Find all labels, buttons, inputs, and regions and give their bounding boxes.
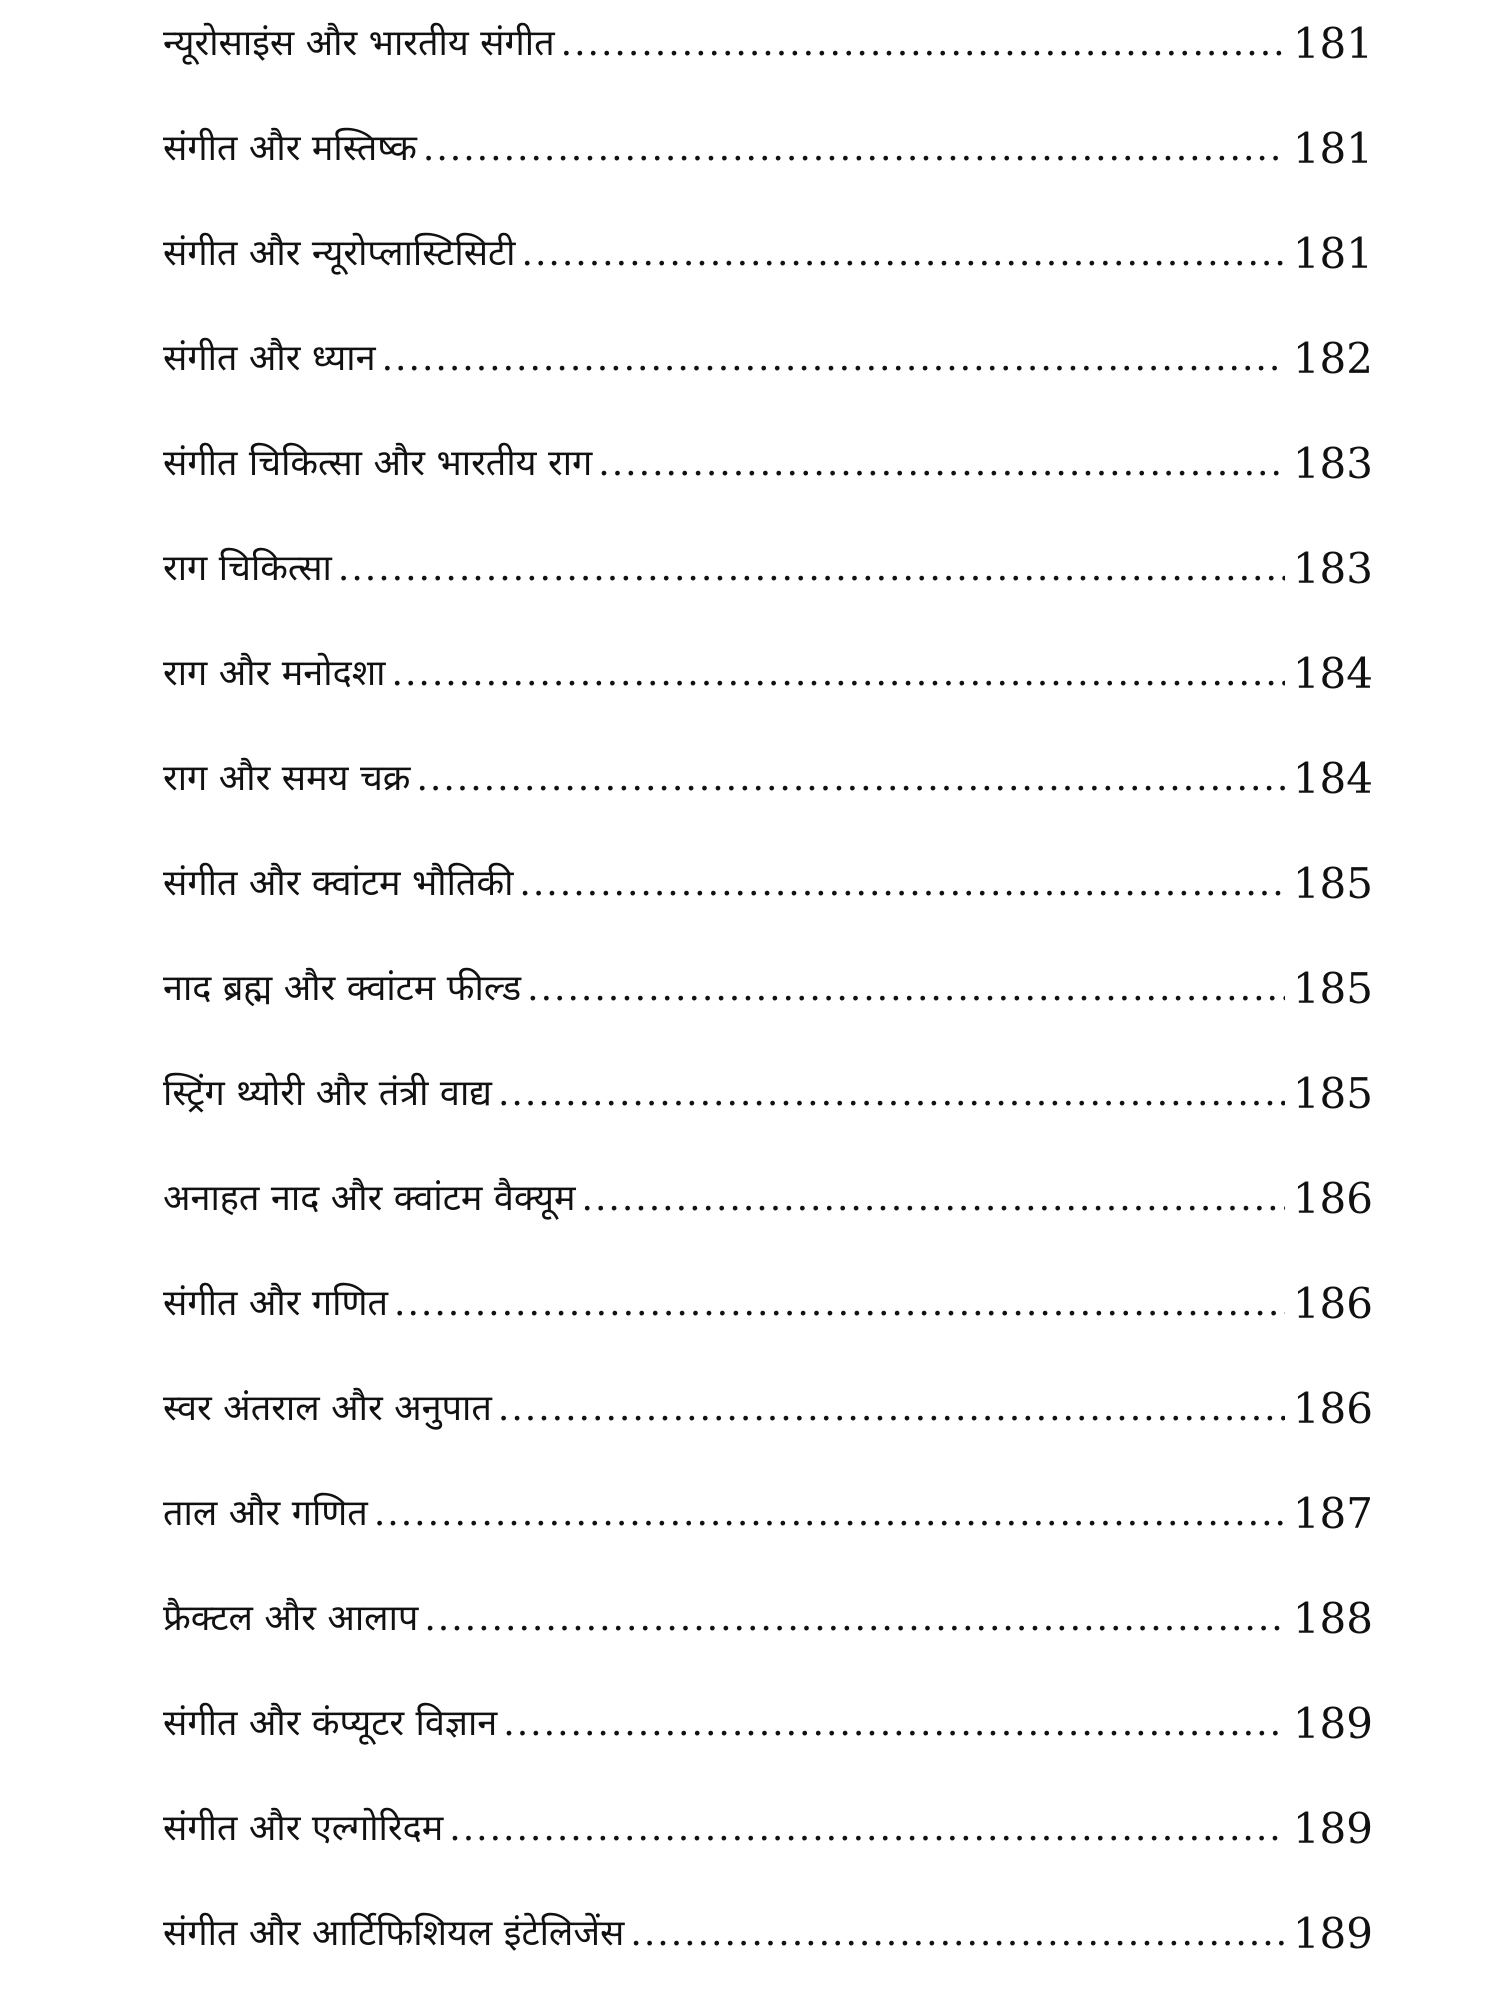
toc-page-number: 184	[1292, 754, 1373, 803]
toc-page-number: 181	[1292, 229, 1373, 278]
toc-entry	[163, 1268, 1373, 1340]
toc-entry	[163, 1058, 1373, 1130]
toc-dot-leader	[394, 1268, 1285, 1340]
toc-entry	[163, 533, 1373, 605]
toc-dot-leader	[416, 743, 1284, 815]
toc-entry-title: संगीत और आर्टिफिशियल इंटेलिजेंस	[163, 1913, 625, 1954]
toc-entry-title: राग और समय चक्र	[163, 758, 411, 799]
toc-entry-title: संगीत और न्यूरोप्लास्टिसिटी	[163, 233, 516, 274]
toc-page-number: 184	[1292, 649, 1373, 698]
toc-page-number: 183	[1292, 544, 1373, 593]
toc-entry-title: संगीत और एल्गोरिदम	[163, 1808, 444, 1849]
toc-page-number: 181	[1292, 19, 1373, 68]
toc-entry	[163, 218, 1373, 290]
toc-entry	[163, 743, 1373, 815]
toc-page-number: 181	[1292, 124, 1373, 173]
toc-dot-leader	[582, 1163, 1285, 1235]
toc-page-number: 186	[1292, 1384, 1373, 1433]
toc-entry-title: संगीत और कंप्यूटर विज्ञान	[163, 1703, 498, 1744]
toc-page-number: 185	[1292, 859, 1373, 908]
toc-entry	[163, 1478, 1373, 1550]
toc-entry-title: संगीत और मस्तिष्क	[163, 128, 417, 169]
toc-entry-title: फ्रैक्टल और आलाप	[163, 1598, 419, 1639]
toc-entry	[163, 1898, 1373, 1970]
toc-entry-title: राग चिकित्सा	[163, 548, 332, 589]
toc-entry-title: अनाहत नाद और क्वांटम वैक्यूम	[163, 1178, 576, 1219]
toc-dot-leader	[522, 218, 1285, 290]
toc-dot-leader	[498, 1058, 1285, 1130]
toc-dot-leader	[338, 533, 1285, 605]
toc-dot-leader	[449, 1793, 1285, 1865]
toc-entry	[163, 323, 1373, 395]
toc-page-number: 189	[1292, 1909, 1373, 1958]
toc-dot-leader	[498, 1373, 1285, 1445]
toc-entry	[163, 1688, 1373, 1760]
toc-entry	[163, 638, 1373, 710]
toc-page-number: 187	[1292, 1489, 1373, 1538]
toc-entry-title: स्ट्रिंग थ्योरी और तंत्री वाद्य	[163, 1073, 492, 1114]
toc-page-number: 188	[1292, 1594, 1373, 1643]
toc-dot-leader	[424, 1583, 1284, 1655]
toc-entry	[163, 8, 1373, 80]
toc-dot-leader	[374, 1478, 1285, 1550]
toc-page-number: 189	[1292, 1699, 1373, 1748]
toc-dot-leader	[561, 8, 1285, 80]
toc-entry-title: स्वर अंतराल और अनुपात	[163, 1388, 492, 1429]
toc-page-number: 185	[1292, 964, 1373, 1013]
toc-dot-leader	[527, 953, 1285, 1025]
toc-dot-leader	[630, 1898, 1284, 1970]
toc-page-number: 183	[1292, 439, 1373, 488]
toc-entry-title: ताल और गणित	[163, 1493, 368, 1534]
toc-entry	[163, 848, 1373, 920]
toc-entry	[163, 113, 1373, 185]
toc-entry-title: संगीत और क्वांटम भौतिकी	[163, 863, 514, 904]
toc-entry-title: न्यूरोसाइंस और भारतीय संगीत	[163, 23, 555, 64]
toc-entry	[163, 1793, 1373, 1865]
toc-dot-leader	[503, 1688, 1285, 1760]
toc-entry-title: संगीत चिकित्सा और भारतीय राग	[163, 443, 593, 484]
toc-dot-leader	[382, 323, 1285, 395]
toc-entry-title: संगीत और गणित	[163, 1283, 389, 1324]
toc-dot-leader	[598, 428, 1285, 500]
toc-page-number: 185	[1292, 1069, 1373, 1118]
toc-entry-title: राग और मनोदशा	[163, 653, 386, 694]
toc-entry	[163, 1163, 1373, 1235]
toc-entry	[163, 953, 1373, 1025]
toc-dot-leader	[392, 638, 1285, 710]
toc-entry	[163, 428, 1373, 500]
toc-entry	[163, 1373, 1373, 1445]
toc-entry-title: नाद ब्रह्म और क्वांटम फील्ड	[163, 968, 522, 1009]
toc-dot-leader	[423, 113, 1285, 185]
toc-entry	[163, 1583, 1373, 1655]
toc-page-number: 182	[1292, 334, 1373, 383]
toc-dot-leader	[519, 848, 1284, 920]
toc-page-number: 189	[1292, 1804, 1373, 1853]
toc-page-number: 186	[1292, 1279, 1373, 1328]
toc-page-number: 186	[1292, 1174, 1373, 1223]
toc-entry-title: संगीत और ध्यान	[163, 338, 376, 379]
